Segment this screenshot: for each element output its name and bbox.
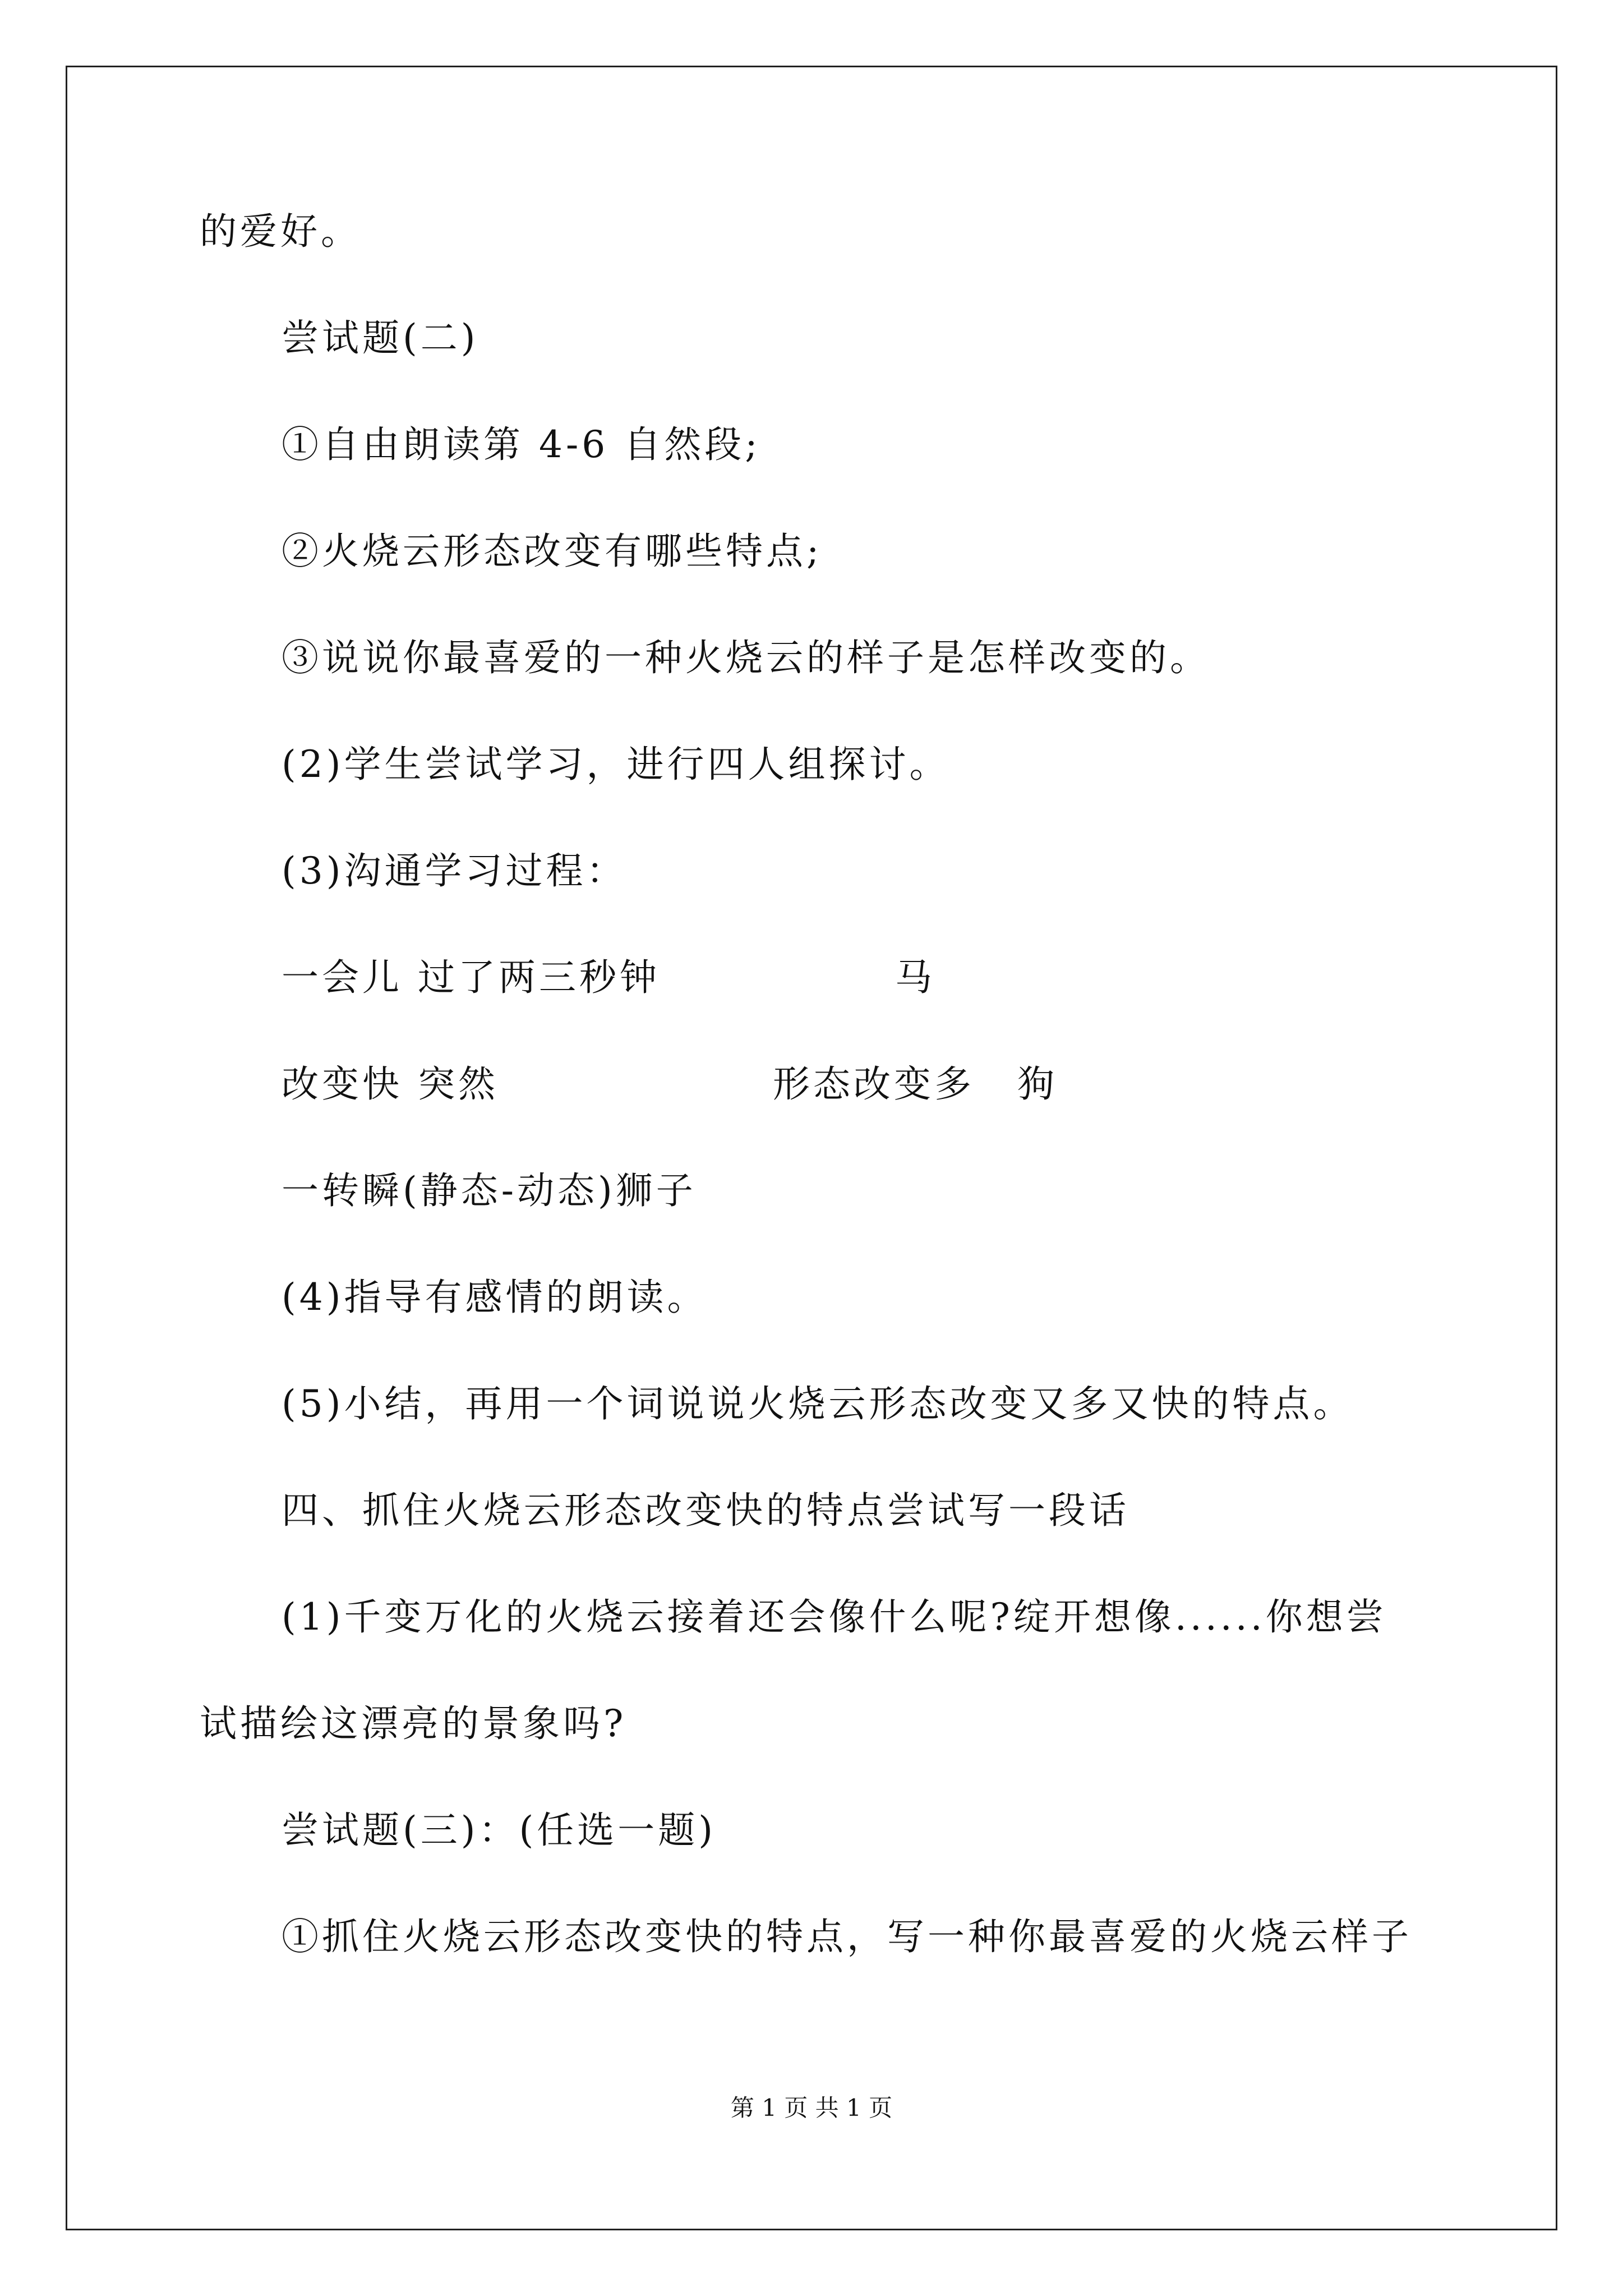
text-line: 一转瞬(静态-动态)狮子 [282,1169,697,1212]
text-line: 的爱好。 [200,210,361,253]
text-line: (1)千变万化的火烧云接着还会像什么呢?绽开想像......你想尝 [282,1595,1387,1639]
text-line: 马 [895,956,935,999]
page-footer: 第 1 页 共 1 页 [730,2094,893,2122]
text-line: (5)小结，再用一个词说说火烧云形态改变又多又快的特点。 [282,1382,1354,1425]
text-line: (3)沟通学习过程： [282,849,627,892]
text-line: 尝试题(二) [282,316,479,360]
text-line: 一会儿 过了两三秒钟 [282,956,660,999]
text-line: (2)学生尝试学习，进行四人组探讨。 [282,743,950,786]
page-frame [66,66,1557,2230]
text-line: 四、抓住火烧云形态改变快的特点尝试写一段话 [282,1489,1129,1532]
text-line: 狗 [1017,1062,1058,1106]
text-line: 改变快 突然 [282,1062,499,1106]
text-line: 试描绘这漂亮的景象吗? [200,1702,627,1745]
text-line: (4)指导有感情的朗读。 [282,1276,708,1319]
text-line: 尝试题(三)：(任选一题) [282,1809,716,1852]
text-line: ③说说你最喜爱的一种火烧云的样子是怎样改变的。 [282,636,1210,679]
text-line: ①抓住火烧云形态改变快的特点，写一种你最喜爱的火烧云样子 [282,1915,1412,1958]
text-line: ①自由朗读第 4-6 自然段; [282,423,761,466]
text-line: ②火烧云形态改变有哪些特点; [282,530,823,573]
text-line: 形态改变多 [773,1062,975,1106]
